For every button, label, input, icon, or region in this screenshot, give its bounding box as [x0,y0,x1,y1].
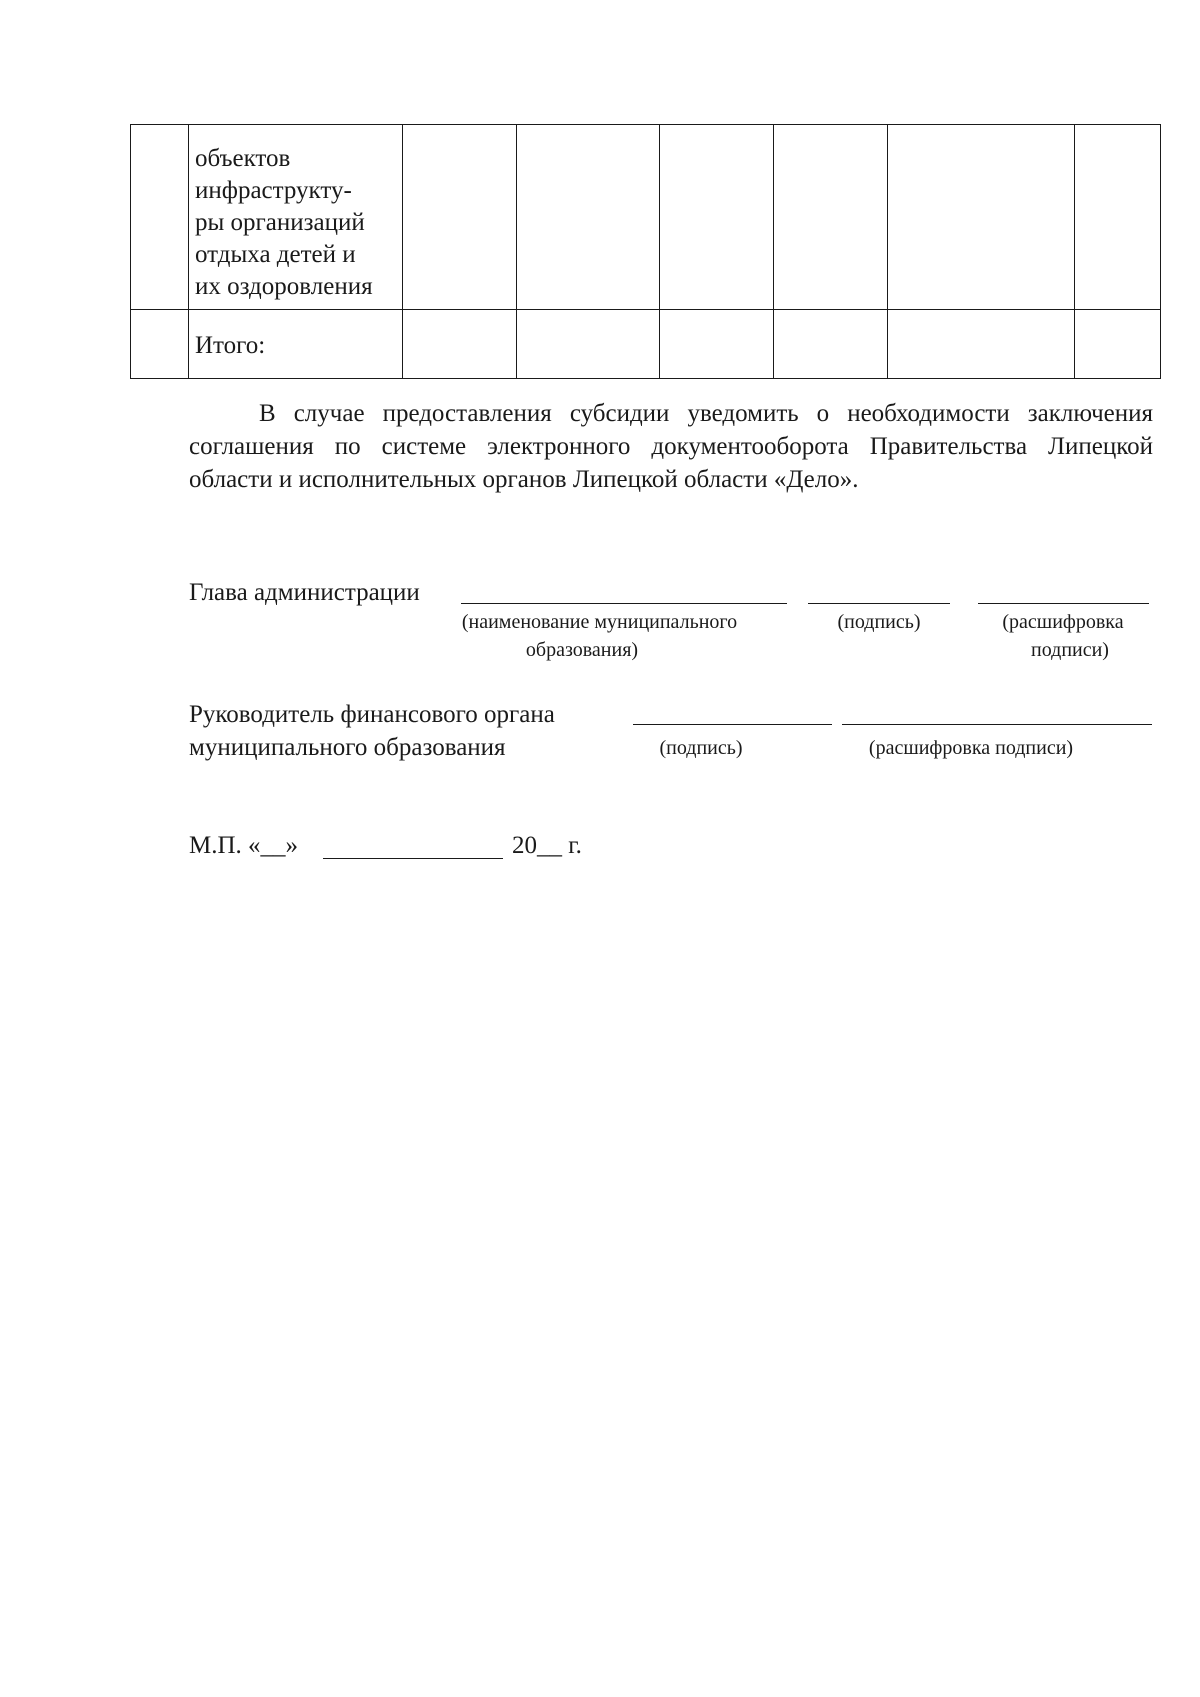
table-row-total [131,310,1161,379]
subsidy-table [130,124,1161,379]
table-cell [403,125,517,310]
stamp-year-label: 20__ г. [512,832,582,859]
notice-paragraph: В случае предоставления субсидии уведомить о необходимости заключения соглашения по системе электронного документооборота Правительства Липецкой области и исполнительных органов Липецкой области «Дело». [189,400,1153,493]
caption-decoding-line-1: (расшифровка [1002,611,1124,633]
finance-caption-signature: (подпись) [659,737,743,759]
table-cell-label: Итого: [189,310,403,379]
table-cell [774,310,888,379]
table-cell [517,310,660,379]
table-row [131,125,1161,310]
table-cell [1075,310,1161,379]
finance-signature-line [633,724,832,725]
table-cell [660,310,774,379]
caption-signature: (подпись) [837,611,921,633]
caption-municipality-line-2: образования) [525,639,639,661]
caption-decoding-line-2: подписи) [1031,639,1109,661]
table-cell-label: объектов инфраструкту- ры организаций отдыха детей и их оздоровления [189,125,403,310]
table-cell [403,310,517,379]
signature-line [808,603,950,604]
table-cell [1075,125,1161,310]
date-month-line [323,858,503,859]
table-cell [888,310,1075,379]
finance-head-label-line-1: Руководитель финансового органа [189,701,555,728]
table-cell-number [131,310,189,379]
table-cell-number [131,125,189,310]
finance-caption-decoding: (расшифровка подписи) [868,737,1074,759]
caption-municipality-line-1: (наименование муниципального [461,611,738,633]
finance-decoding-line [842,724,1152,725]
stamp-mp-label: М.П. «__» [189,832,299,859]
decoding-line [978,603,1149,604]
table-cell [888,125,1075,310]
table-cell [517,125,660,310]
table-cell [660,125,774,310]
table-cell [774,125,888,310]
municipality-name-line [461,603,787,604]
head-of-admin-label: Глава администрации [189,579,420,606]
finance-head-label-line-2: муниципального образования [189,734,506,761]
